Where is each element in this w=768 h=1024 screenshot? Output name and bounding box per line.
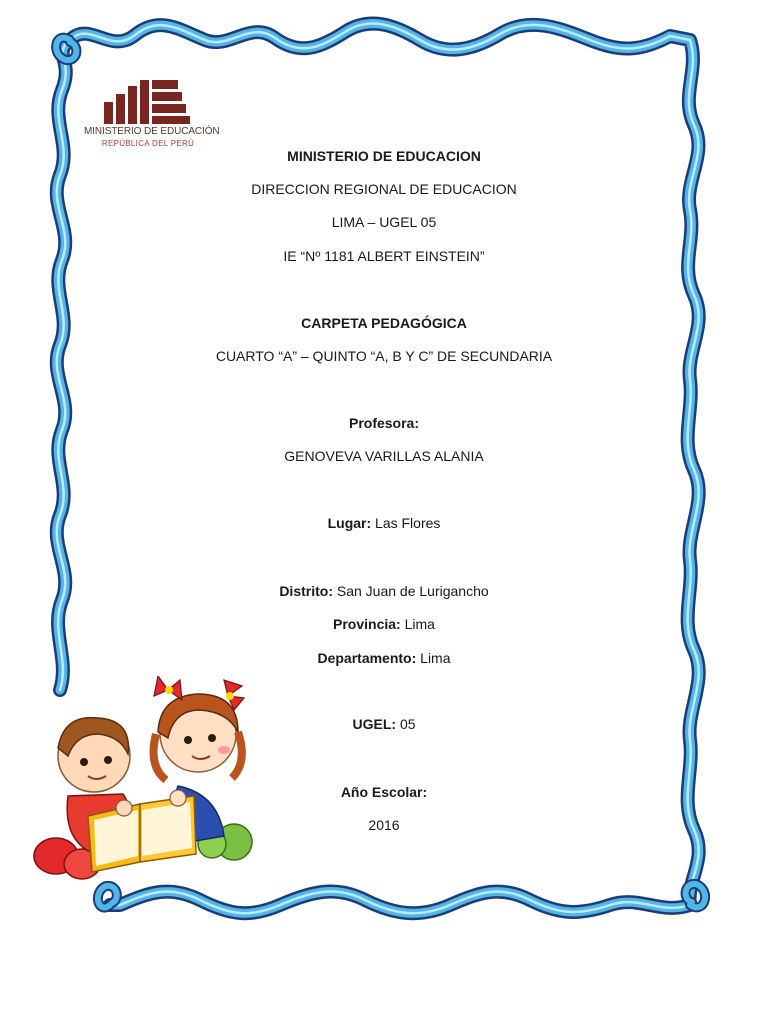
departamento-value: Lima [420, 650, 451, 666]
distrito-row [100, 582, 668, 600]
provincia-row [100, 615, 668, 633]
lugar-value: Las Flores [375, 515, 441, 531]
logo-text-ministry: MINISTERIO DE EDUCACIÓN [84, 126, 220, 137]
logo-text-country: REPÚBLICA DEL PERÚ [101, 139, 195, 148]
provincia-label: Provincia: [333, 616, 401, 632]
folder-title: CARPETA PEDAGÓGICA [301, 315, 467, 331]
ministerio-de-educacion-logo [84, 76, 220, 150]
regional-direction: DIRECCION REGIONAL DE EDUCACION [251, 181, 517, 197]
lugar-label: Lugar: [327, 515, 372, 531]
departamento-label: Departamento: [317, 650, 417, 666]
grades-line: CUARTO “A” – QUINTO “A, B Y C” DE SECUNDARIA [215, 348, 553, 364]
school-name: IE “Nº 1181 ALBERT EINSTEIN” [283, 248, 485, 264]
ugel-value: 05 [399, 716, 416, 732]
ugel-label: UGEL: [352, 716, 397, 732]
school-year-value: 2016 [368, 817, 400, 833]
distrito-label: Distrito: [279, 583, 333, 599]
ministry-heading: MINISTERIO DE EDUCACION [287, 148, 481, 164]
children-reading-book-illustration [28, 676, 260, 890]
departamento-row [100, 649, 668, 667]
distrito-value: San Juan de Lurigancho [336, 583, 489, 599]
ugel-line: LIMA – UGEL 05 [331, 214, 437, 230]
school-year-label: Año Escolar: [340, 784, 428, 800]
lugar-row [100, 514, 668, 532]
ministry-bars-icon [104, 76, 192, 124]
teacher-label: Profesora: [348, 415, 420, 431]
teacher-name: GENOVEVA VARILLAS ALANIA [284, 448, 484, 464]
provincia-value: Lima [404, 616, 435, 632]
